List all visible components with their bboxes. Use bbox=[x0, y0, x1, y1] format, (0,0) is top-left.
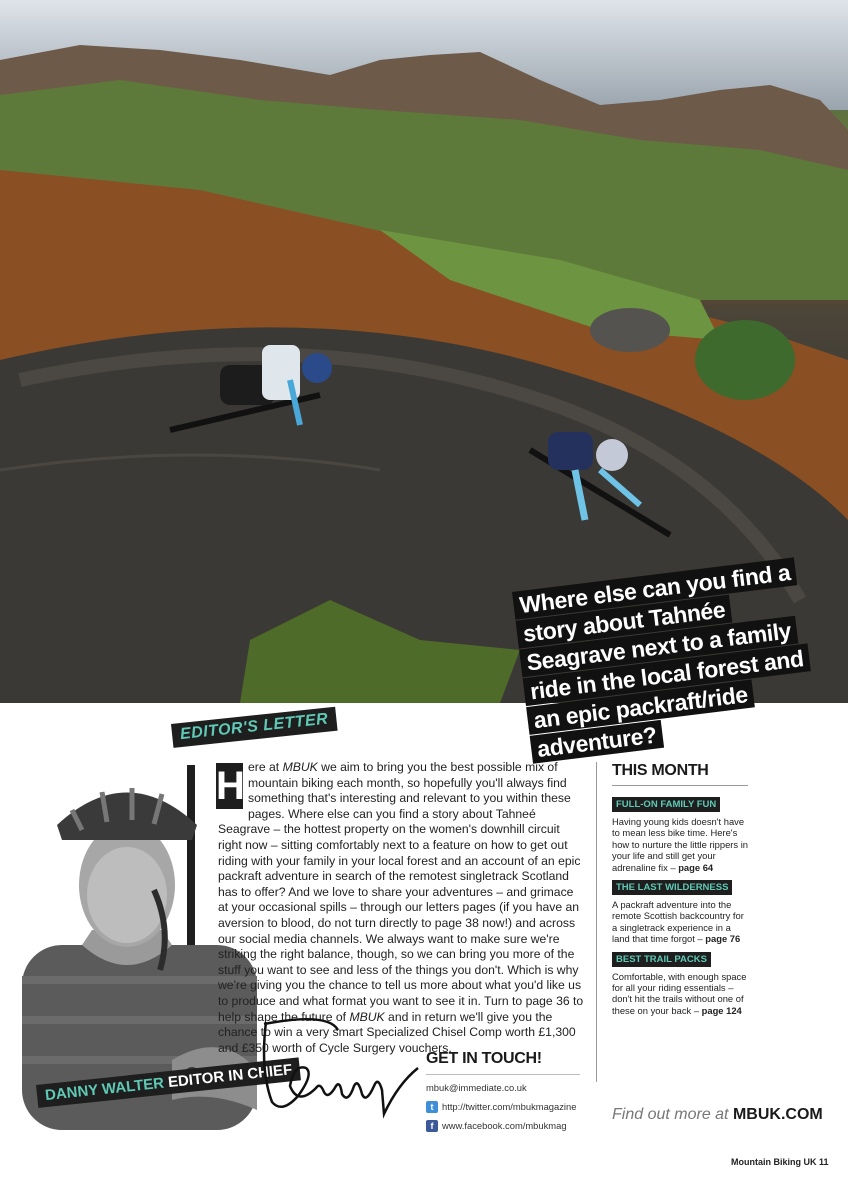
item-description: A packraft adventure into the remote Scottish backcountry for a singletrack experience in a land that time forgot – bbox=[612, 899, 744, 945]
pullquote-text: Where else can you find a story about Tahnée Seagrave next to a family ride in the local forest and an epic packraft/ride adventure? bbox=[512, 557, 811, 763]
letter-text: ere at bbox=[248, 760, 283, 774]
get-in-touch-heading: GET IN TOUCH! bbox=[426, 1050, 580, 1075]
item-page: page 76 bbox=[705, 933, 741, 945]
editors-letter-tag: EDITOR'S LETTER bbox=[171, 707, 337, 748]
list-item bbox=[612, 794, 748, 873]
magazine-name: Mountain Biking UK bbox=[731, 1157, 817, 1167]
facebook-row bbox=[426, 1119, 580, 1132]
item-tag: FULL-ON FAMILY FUN bbox=[612, 797, 720, 812]
email-link[interactable]: mbuk@immediate.co.uk bbox=[426, 1082, 527, 1093]
pullquote bbox=[512, 554, 841, 764]
editor-name: DANNY WALTER bbox=[44, 1074, 165, 1105]
find-out-more bbox=[612, 1106, 823, 1124]
twitter-link[interactable]: http://twitter.com/mbukmagazine bbox=[442, 1101, 577, 1112]
twitter-icon: t bbox=[426, 1101, 438, 1113]
item-text bbox=[612, 899, 748, 945]
twitter-row bbox=[426, 1100, 580, 1113]
this-month bbox=[612, 762, 748, 1020]
dropcap: H bbox=[216, 764, 245, 808]
page-number: 11 bbox=[819, 1157, 829, 1167]
letter-emphasis: MBUK bbox=[349, 1009, 385, 1024]
signature bbox=[258, 1010, 428, 1120]
item-text bbox=[612, 971, 748, 1017]
get-in-touch bbox=[426, 1050, 580, 1132]
letter-text: we aim to bring you the best possible mix of mountain biking each month, so hopefully you'll always find something that's interesting and relevant to you within these pages. Where else can you find a story about Tahneé Seagrave – the hottest property on the women's downhill circuit right now – sitting comfortably next to a feature on how to get out riding with your family in your local forest and an account of an epic packraft adventure in search of the remotest singletrack Scotland has to offer? And we love to share your adventures – and grimace at your occasional spills – through our letters pages (if you have an aversion to blood, do not turn directly to page 38 now!) and across our social media channels. We always want to make sure we're striking the right balance, though, so we can bring you more of the stuff you want to see and less of the things you don't. Which is why we're giving you the chance to tell us more about what you'd like us to produce and what format you want to see it in. Turn to page 36 to help shape the future of bbox=[218, 760, 584, 1024]
list-item bbox=[612, 949, 748, 1017]
email-row bbox=[426, 1081, 580, 1094]
site-link[interactable]: MBUK.COM bbox=[732, 1106, 823, 1123]
facebook-link[interactable]: www.facebook.com/mbukmag bbox=[442, 1120, 567, 1131]
column-divider bbox=[596, 762, 597, 1082]
item-tag: THE LAST WILDERNESS bbox=[612, 880, 732, 895]
item-page: page 124 bbox=[701, 1004, 742, 1016]
find-out-text: Find out more at bbox=[612, 1106, 729, 1123]
editor-title: EDITOR IN CHIEF bbox=[167, 1061, 294, 1092]
page-footer bbox=[731, 1157, 829, 1167]
letter-emphasis: MBUK bbox=[282, 760, 318, 774]
facebook-icon: f bbox=[426, 1120, 438, 1132]
this-month-heading: THIS MONTH bbox=[612, 762, 748, 786]
item-page: page 64 bbox=[678, 861, 714, 873]
item-description: Comfortable, with enough space for all your riding essentials – don't hit the trails without one of these on your back – bbox=[612, 970, 747, 1016]
item-text bbox=[612, 816, 748, 873]
letter-text: and in return we'll give you the chance to win a very smart Specialized Chisel Comp worth £1,300 and £350 worth of Cycle Surgery vouchers. bbox=[218, 1009, 576, 1055]
item-tag: BEST TRAIL PACKS bbox=[612, 952, 711, 967]
item-description: Having young kids doesn't have to mean less bike time. Here's how to nurture the little rippers in your life and still get your adrenaline fix – bbox=[612, 816, 749, 873]
list-item bbox=[612, 877, 748, 945]
